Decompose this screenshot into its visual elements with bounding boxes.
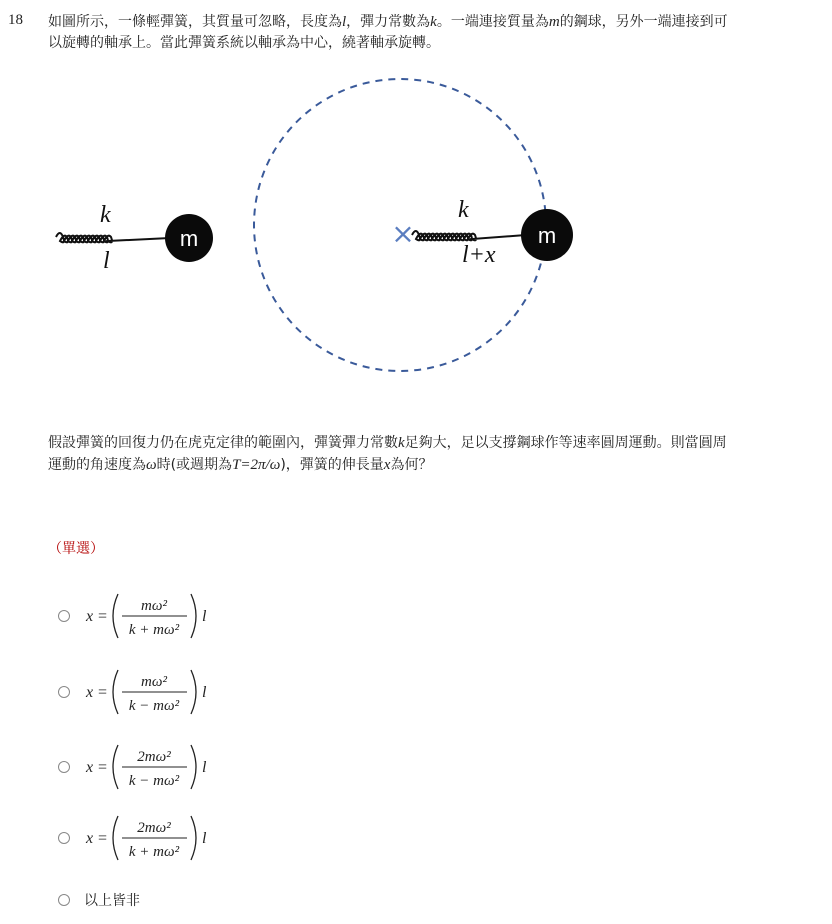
option-a-lparen <box>113 594 118 638</box>
question-number: 18 <box>8 12 23 28</box>
option-a-tail: l <box>202 608 207 625</box>
stem-text-2: 以旋轉的軸承上。當此彈簧系統以軸承為中心，繞著軸承旋轉。 <box>48 35 440 51</box>
option-c-denominator: k − mω² <box>128 773 180 789</box>
para2-text-1a: 假設彈簧的回復力仍在虎克定律的範圍內，彈簧彈力常數 <box>48 435 398 451</box>
option-b-numerator: mω² <box>141 674 167 690</box>
option-e[interactable] <box>58 890 140 910</box>
left-mass-label: m <box>179 226 199 251</box>
option-d-formula <box>84 812 224 864</box>
left-spring <box>56 233 170 242</box>
option-b-tail: l <box>202 684 207 701</box>
option-b-eq: = <box>98 684 108 701</box>
option-e-radio[interactable] <box>58 894 70 906</box>
option-c-tail: l <box>202 759 207 776</box>
option-a-rparen <box>191 594 196 638</box>
option-d-denominator: k + mω² <box>128 844 180 860</box>
question-paragraph-2 <box>48 432 828 476</box>
var-k-2: k <box>398 435 405 451</box>
option-b-lparen <box>113 670 118 714</box>
left-l-label: l <box>103 248 110 274</box>
option-d-numerator: 2mω² <box>137 820 171 836</box>
left-k-label: k <box>100 202 111 228</box>
option-b-x: x <box>86 684 94 701</box>
option-d-eq: = <box>98 830 108 847</box>
para2-text-2d: 為何？ <box>390 457 433 473</box>
option-b-denominator: k − mω² <box>128 698 180 714</box>
period-expression: T=2π/ω <box>232 457 281 473</box>
option-a[interactable] <box>58 590 224 642</box>
option-a-denominator: k + mω² <box>128 622 180 638</box>
option-a-formula <box>84 590 224 642</box>
var-m: m <box>548 14 560 30</box>
option-d-radio[interactable] <box>58 832 70 844</box>
option-a-numerator: mω² <box>141 598 167 614</box>
option-d[interactable] <box>58 812 224 864</box>
spring-figure <box>0 70 832 390</box>
para2-text-1b: 足夠大，足以支撐鋼球作等速率圓周運動。則當圓周 <box>404 435 727 451</box>
stem-text-1b: ，彈力常數為 <box>346 14 431 30</box>
option-a-radio[interactable] <box>58 610 70 622</box>
question-type-label: （單選） <box>48 541 104 557</box>
option-c-x: x <box>86 759 94 776</box>
para2-text-2c: )，彈簧的伸長量 <box>280 457 384 473</box>
option-c[interactable] <box>58 741 224 793</box>
right-k-label: k <box>458 197 469 223</box>
right-spring <box>412 231 526 240</box>
option-c-eq: = <box>98 759 108 776</box>
option-a-eq: = <box>98 608 108 625</box>
option-c-rparen <box>191 745 196 789</box>
question-stem <box>48 12 828 54</box>
axis-mark: × <box>391 217 415 250</box>
option-a-x: x <box>86 608 94 625</box>
var-l: l <box>342 14 347 30</box>
option-d-tail: l <box>202 830 207 847</box>
option-b-radio[interactable] <box>58 686 70 698</box>
option-c-numerator: 2mω² <box>137 749 171 765</box>
right-mass-label: m <box>537 223 557 248</box>
stem-text-1a: 如圖所示，一條輕彈簧，其質量可忽略，長度為 <box>48 14 342 30</box>
option-c-formula <box>84 741 224 793</box>
var-x: x <box>383 457 391 473</box>
para2-text-2b: 時(或週期為 <box>156 457 233 473</box>
option-d-rparen <box>191 816 196 860</box>
option-d-lparen <box>113 816 118 860</box>
option-c-lparen <box>113 745 118 789</box>
option-b[interactable] <box>58 666 224 718</box>
stem-text-1d: 的鋼球，另外一端連接到可 <box>559 14 728 30</box>
option-d-x: x <box>86 830 94 847</box>
right-length-label: l+x <box>462 242 496 268</box>
stem-text-1c: 。一端連接質量為 <box>436 14 549 30</box>
option-b-rparen <box>191 670 196 714</box>
var-omega: ω <box>146 457 157 473</box>
option-c-radio[interactable] <box>58 761 70 773</box>
para2-text-2a: 運動的角速度為 <box>48 457 146 473</box>
option-b-formula <box>84 666 224 718</box>
option-e-label: 以上皆非 <box>84 893 140 909</box>
var-k: k <box>430 14 437 30</box>
